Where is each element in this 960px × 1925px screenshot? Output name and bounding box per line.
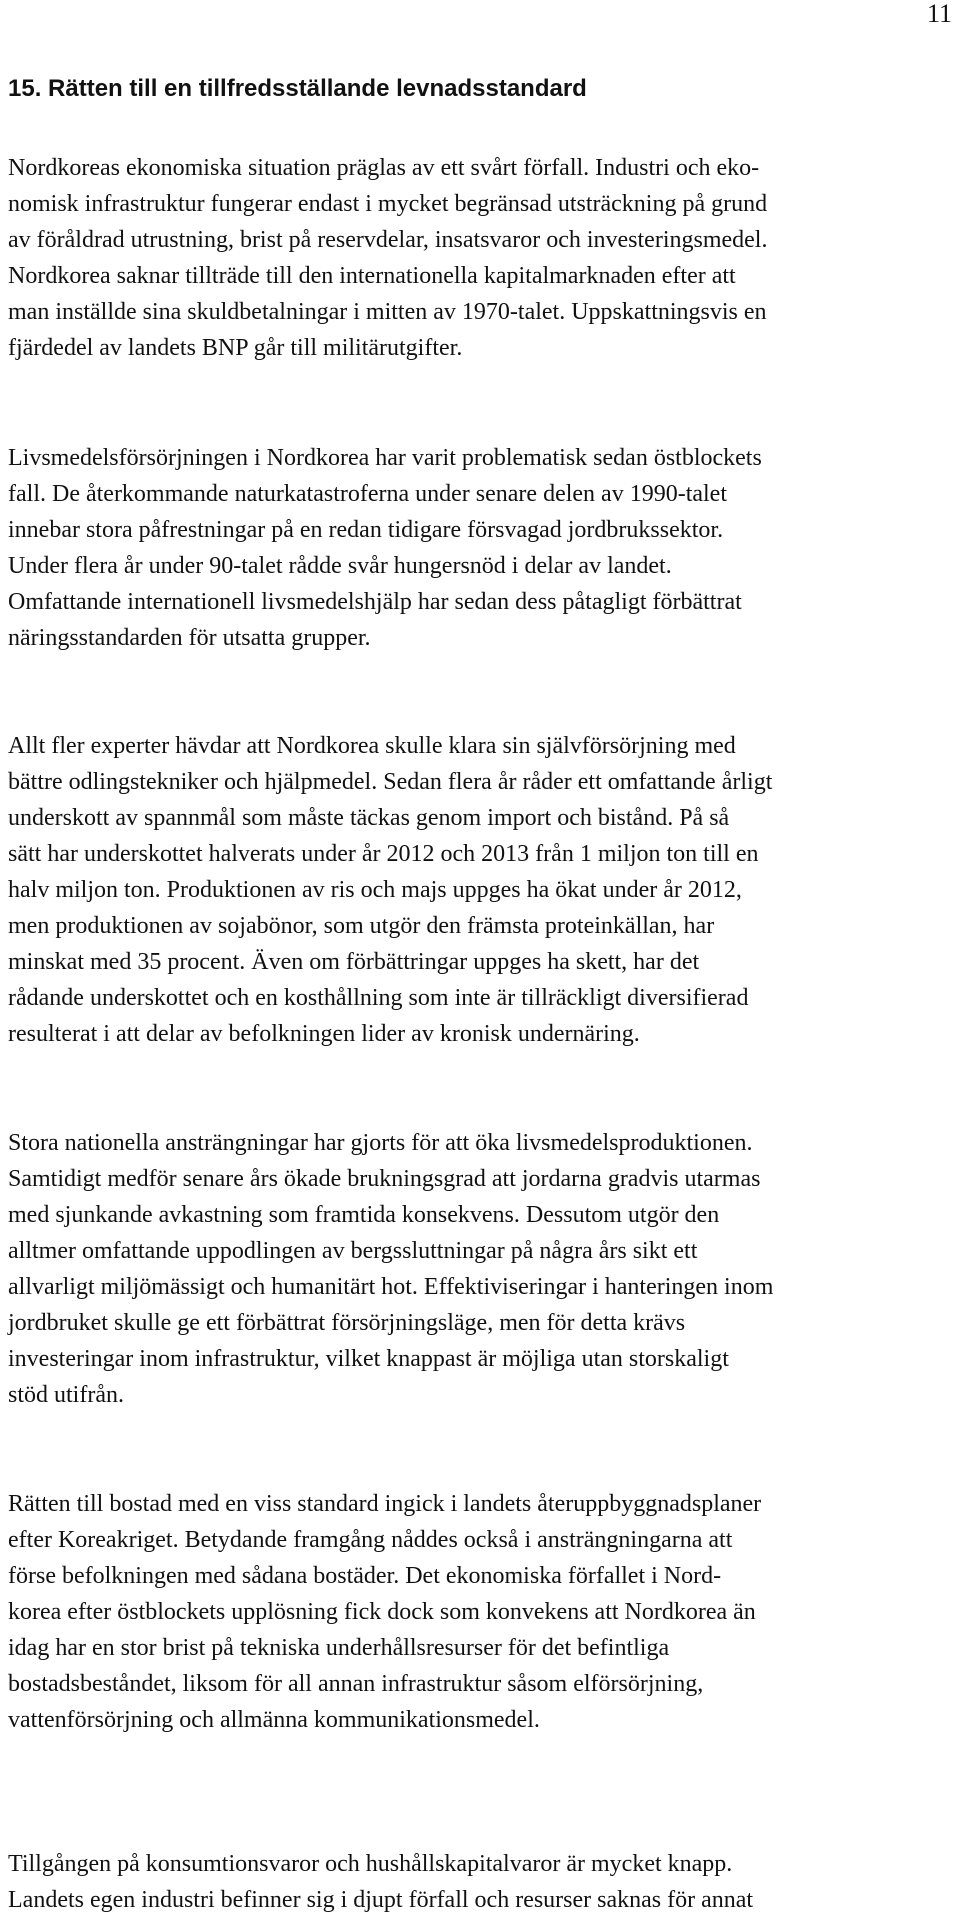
text-line: halv miljon ton. Produktionen av ris och majs uppges ha ökat under år 2012, [8,877,742,903]
text-line: Samtidigt medför senare års ökade brukningsgrad att jordarna gradvis utarmas [8,1166,761,1192]
text-line: Landets egen industri befinner sig i djupt förfall och resurser saknas för annat [8,1887,754,1913]
text-line: Tillgången på konsumtionsvaror och hushållskapitalvaror är mycket knapp. [8,1851,733,1877]
text-line: efter Koreakriget. Betydande framgång nåddes också i ansträngningarna att [8,1527,733,1553]
text-line: innebar stora påfrestningar på en redan tidigare försvagad jordbrukssektor. [8,517,724,543]
text-line: sätt har underskottet halverats under år 2012 och 2013 från 1 miljon ton till en [8,841,759,867]
text-line: stöd utifrån. [8,1382,124,1408]
text-line: underskott av spannmål som måste täckas genom import och bistånd. På så [8,805,730,831]
text-line: Stora nationella ansträngningar har gjorts för att öka livsmedelsproduktionen. [8,1130,753,1156]
text-line: av föråldrad utrustning, brist på reservdelar, insatsvaror och investeringsmedel. [8,227,768,253]
paragraph-housing [8,1486,761,1738]
text-line: bättre odlingstekniker och hjälpmedel. Sedan flera år råder ett omfattande årligt [8,769,773,795]
text-line: korea efter östblockets upplösning fick dock som konvekens att Nordkorea än [8,1599,756,1625]
text-line: fall. De återkommande naturkatastroferna under senare delen av 1990-talet [8,481,728,507]
text-line: förse befolkningen med sådana bostäder. Det ekonomiska förfallet i Nord- [8,1563,722,1589]
text-line: vattenförsörjning och allmänna kommunikationsmedel. [8,1707,540,1733]
text-line: men produktionen av sojabönor, som utgör den främsta proteinkällan, har [8,913,715,939]
text-line: nomisk infrastruktur fungerar endast i mycket begränsad utsträckning på grund [8,191,768,217]
text-line: minskat med 35 procent. Även om förbättringar uppges ha skett, har det [8,949,700,975]
text-line: Allt fler experter hävdar att Nordkorea skulle klara sin självförsörjning med [8,733,736,759]
text-line: allvarligt miljömässigt och humanitärt hot. Effektiviseringar i hanteringen inom [8,1274,774,1300]
text-line: Omfattande internationell livsmedelshjälp har sedan dess påtagligt förbättrat [8,589,742,615]
text-line: idag har en stor brist på tekniska underhållsresurser för det befintliga [8,1635,670,1661]
text-line: rådande underskottet och en kosthållning som inte är tillräckligt diversifierad [8,985,749,1011]
text-line: investeringar inom infrastruktur, vilket knappast är möjliga utan storskaligt [8,1346,729,1372]
text-line: näringsstandarden för utsatta grupper. [8,625,371,651]
text-line: resulterat i att delar av befolkningen lider av kronisk undernäring. [8,1021,640,1047]
text-line: Under flera år under 90-talet rådde svår hungersnöd i delar av landet. [8,553,672,579]
paragraph-economy [8,150,767,366]
page-number: 11 [926,0,952,28]
text-line: jordbruket skulle ge ett förbättrat försörjningsläge, men för detta krävs [8,1310,686,1336]
paragraph-food-supply [8,440,762,656]
text-line: Nordkorea saknar tillträde till den internationella kapitalmarknaden efter att [8,263,736,289]
text-line: Rätten till bostad med en viss standard ingick i landets återuppbyggnadsplaner [8,1491,762,1517]
paragraph-food-production [8,1125,773,1413]
section-heading: 15. Rätten till en tillfredsställande levnadsstandard [8,75,587,102]
text-line: man inställde sina skuldbetalningar i mitten av 1970-talet. Uppskattningsvis en [8,299,767,325]
paragraph-consumer-goods [8,1846,753,1918]
text-line: fjärdedel av landets BNP går till militärutgifter. [8,335,463,361]
text-line: bostadsbeståndet, liksom för all annan infrastruktur såsom elförsörjning, [8,1671,704,1697]
text-line: alltmer omfattande uppodlingen av bergssluttningar på några års sikt ett [8,1238,698,1264]
paragraph-self-sufficiency [8,728,772,1052]
text-line: Livsmedelsförsörjningen i Nordkorea har varit problematisk sedan östblockets [8,445,762,471]
text-line: med sjunkande avkastning som framtida konsekvens. Dessutom utgör den [8,1202,720,1228]
text-line: Nordkoreas ekonomiska situation präglas av ett svårt förfall. Industri och eko- [8,155,760,181]
